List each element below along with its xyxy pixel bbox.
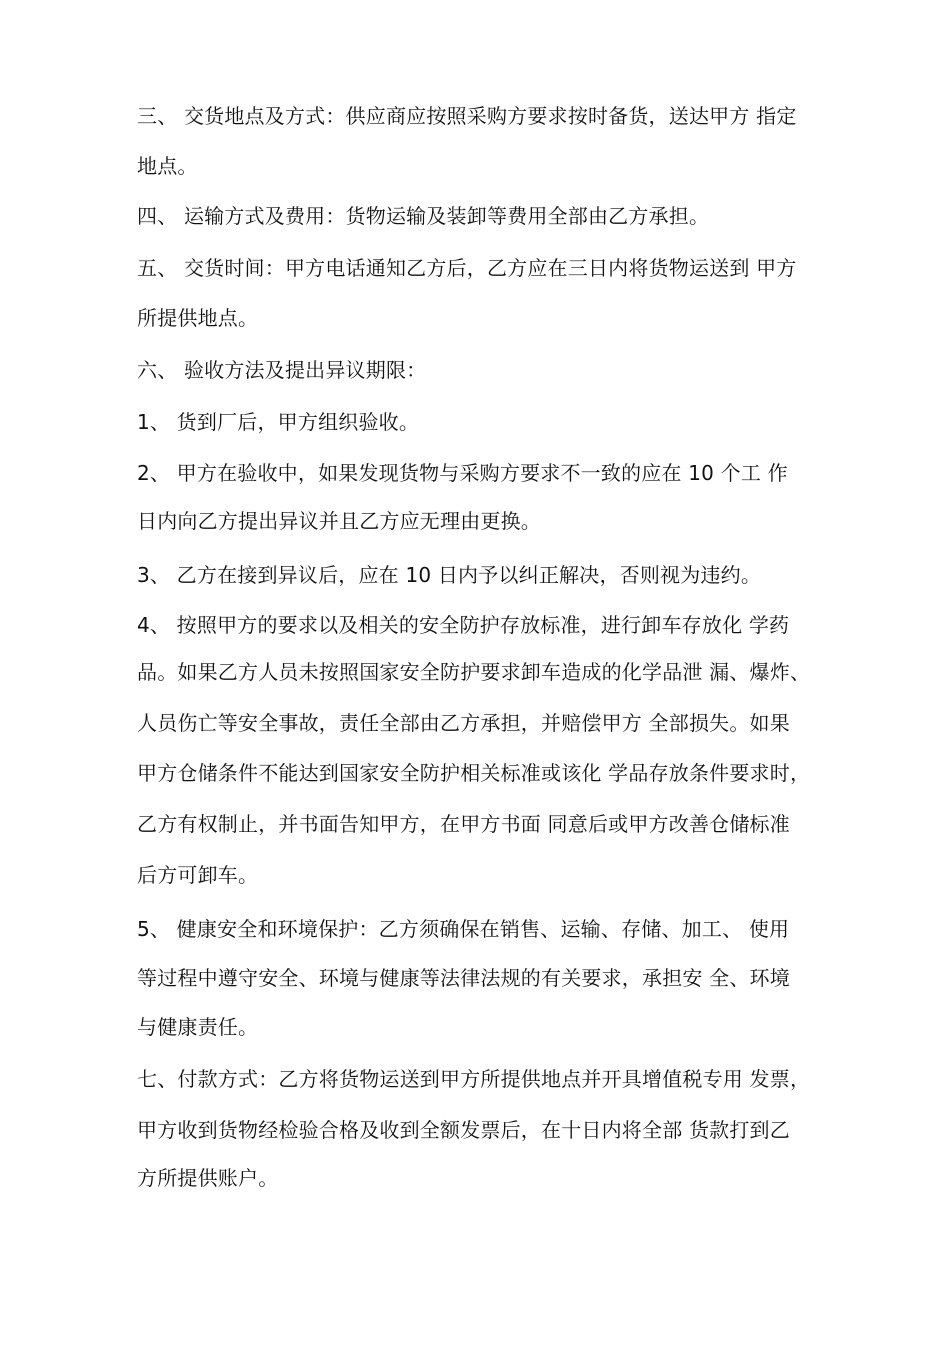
clause-3-line-2: 地点。 xyxy=(137,154,198,178)
clause-6-item-4-line-1: 4、 按照甲方的要求以及相关的安全防护存放标准，进行卸车存放化 学药 xyxy=(137,613,790,637)
clause-4-line-1: 四、 运输方式及费用：货物运输及装卸等费用全部由乙方承担。 xyxy=(137,204,710,228)
clause-6-item-5-line-1: 5、 健康安全和环境保护：乙方须确保在销售、运输、存储、加工、 使用 xyxy=(137,917,790,941)
clause-6-item-1: 1、 货到厂后，甲方组织验收。 xyxy=(137,410,420,434)
clause-5-line-2: 所提供地点。 xyxy=(137,306,259,330)
clause-6-item-4-line-5: 乙方有权制止，并书面告知甲方，在甲方书面 同意后或甲方改善仓储标准 xyxy=(137,812,790,836)
clause-6-item-4-line-3: 人员伤亡等安全事故，责任全部由乙方承担，并赔偿甲方 全部损失。如果 xyxy=(137,711,790,735)
clause-6-item-5-line-3: 与健康责任。 xyxy=(137,1015,259,1039)
clause-6-item-2-line-2: 日内向乙方提出异议并且乙方应无理由更换。 xyxy=(137,509,541,533)
clause-5-line-1: 五、 交货时间：甲方电话通知乙方后，乙方应在三日内将货物运送到 甲方 xyxy=(137,256,797,280)
clause-6-item-5-line-2: 等过程中遵守安全、环境与健康等法律法规的有关要求，承担安 全、环境 xyxy=(137,966,790,990)
clause-3-line-1: 三、 交货地点及方式：供应商应按照采购方要求按时备货，送达甲方 指定 xyxy=(137,104,797,128)
clause-7-line-3: 方所提供账户。 xyxy=(137,1166,279,1190)
clause-6-item-3: 3、 乙方在接到异议后，应在 10 日内予以纠正解决，否则视为违约。 xyxy=(137,563,762,587)
clause-6-item-4-line-4: 甲方仓储条件不能达到国家安全防护相关标准或该化 学品存放条件要求时， xyxy=(137,761,811,785)
clause-6-item-4-line-6: 后方可卸车。 xyxy=(137,863,259,887)
clause-7-line-1: 七、付款方式：乙方将货物运送到甲方所提供地点并开具增值税专用 发票， xyxy=(137,1067,811,1091)
clause-6-heading: 六、 验收方法及提出异议期限： xyxy=(137,358,427,382)
clause-7-line-2: 甲方收到货物经检验合格及收到全额发票后，在十日内将全部 货款打到乙 xyxy=(137,1118,790,1142)
clause-6-item-2-line-1: 2、 甲方在验收中，如果发现货物与采购方要求不一致的应在 10 个工 作 xyxy=(137,461,788,485)
clause-6-item-4-line-2: 品。如果乙方人员未按照国家安全防护要求卸车造成的化学品泄 漏、爆炸、 xyxy=(137,660,811,684)
